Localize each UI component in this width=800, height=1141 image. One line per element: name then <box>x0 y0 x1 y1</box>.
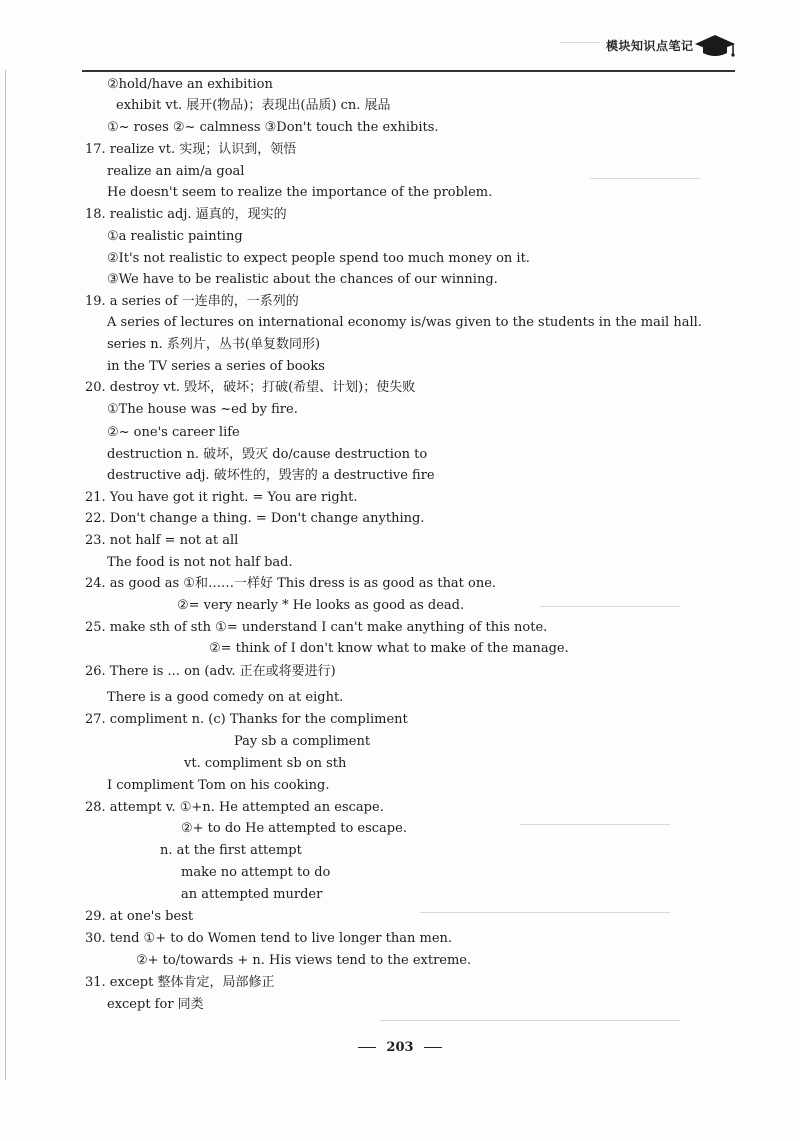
note-line: destruction n. 破坏，毁灭 do/cause destruction to <box>107 447 428 462</box>
note-line: ②hold/have an exhibition <box>107 77 273 92</box>
note-line: except for 同类 <box>107 997 204 1012</box>
note-line: make no attempt to do <box>181 865 331 880</box>
scan-noise <box>420 912 670 913</box>
note-line: exhibit vt. 展开(物品)；表现出(品质) cn. 展品 <box>116 98 391 113</box>
note-line: 24. as good as ①和……一样好 This dress is as good as that one. <box>85 576 497 591</box>
note-line: 29. at one's best <box>85 909 194 924</box>
note-line: 23. not half = not at all <box>85 533 239 548</box>
note-line: an attempted murder <box>181 887 323 902</box>
note-line: in the TV series a series of books <box>107 359 325 374</box>
scan-noise <box>540 606 680 607</box>
note-line: ②+ to do He attempted to escape. <box>181 821 407 836</box>
scan-noise <box>590 178 700 179</box>
note-line: ②It's not realistic to expect people spend too much money on it. <box>107 251 530 266</box>
note-line: 20. destroy vt. 毁坏，破坏；打破(希望、计划)；使失败 <box>85 380 416 395</box>
note-line: He doesn't seem to realize the importance of the problem. <box>107 185 493 200</box>
note-line: ①a realistic painting <box>107 229 243 244</box>
note-line: ②= very nearly * He looks as good as dead. <box>177 598 465 613</box>
note-line: 25. make sth of sth ①= understand I can't make anything of this note. <box>85 620 548 635</box>
note-line: 31. except 整体肯定，局部修正 <box>85 975 275 990</box>
note-line: Pay sb a compliment <box>234 734 371 749</box>
note-line: 22. Don't change a thing. = Don't change anything. <box>85 511 425 526</box>
scan-noise <box>380 1020 680 1021</box>
note-line: vt. compliment sb on sth <box>184 756 347 771</box>
header-rule <box>82 70 735 72</box>
note-line: 17. realize vt. 实现；认识到，领悟 <box>85 142 297 157</box>
note-line: ②+ to/towards + n. His views tend to the extreme. <box>136 953 472 968</box>
note-line: The food is not not half bad. <box>107 555 293 570</box>
note-line: ②= think of I don't know what to make of the manage. <box>209 641 569 656</box>
note-line: ①The house was ~ed by fire. <box>107 402 298 417</box>
note-line: 18. realistic adj. 逼真的，现实的 <box>85 207 287 222</box>
page-number-value: 203 <box>386 1040 414 1055</box>
note-line: 19. a series of 一连串的，一系列的 <box>85 294 299 309</box>
note-line: 28. attempt v. ①+n. He attempted an escape. <box>85 800 384 815</box>
note-line: A series of lectures on international economy is/was given to the students in the mail hall. <box>107 315 702 330</box>
note-line: realize an aim/a goal <box>107 164 245 179</box>
page-number <box>0 1040 800 1055</box>
note-line: ②~ one's career life <box>107 425 240 440</box>
note-line: n. at the first attempt <box>160 843 302 858</box>
note-line: 27. compliment n. (c) Thanks for the compliment <box>85 712 408 727</box>
note-line: ①~ roses ②~ calmness ③Don't touch the exhibits. <box>107 120 439 135</box>
note-line: ③We have to be realistic about the chances of our winning. <box>107 272 498 287</box>
header-title: 模块知识点笔记 <box>606 39 694 53</box>
note-line: 26. There is ... on (adv. 正在或将要进行) <box>85 664 336 679</box>
page-number-dash-right <box>424 1047 442 1048</box>
note-line: series n. 系列片，丛书(单复数同形) <box>107 337 321 352</box>
note-line: 21. You have got it right. = You are right. <box>85 490 358 505</box>
binding-edge-line <box>5 70 6 1080</box>
note-line: There is a good comedy on at eight. <box>107 690 344 705</box>
note-line: I compliment Tom on his cooking. <box>107 778 330 793</box>
page-number-dash-left <box>358 1047 376 1048</box>
scan-noise <box>520 824 670 825</box>
note-line: destructive adj. 破坏性的，毁害的 a destructive fire <box>107 468 435 483</box>
graduation-cap-icon <box>693 32 737 58</box>
note-line: 30. tend ①+ to do Women tend to live longer than men. <box>85 931 453 946</box>
scan-noise <box>560 42 600 43</box>
